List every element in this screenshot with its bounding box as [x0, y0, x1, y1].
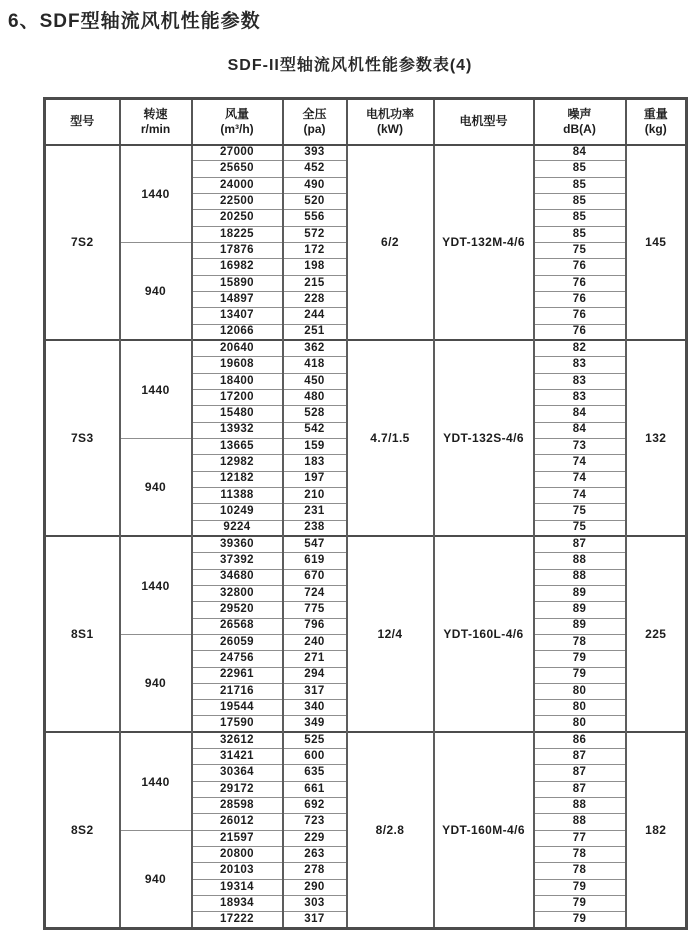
column-header-model [45, 99, 120, 145]
pressure-cell: 450 [283, 373, 347, 389]
power-cell: 8/2.8 [347, 732, 434, 928]
airflow-cell: 18934 [192, 896, 283, 912]
weight-cell: 145 [626, 145, 687, 341]
noise-cell: 83 [534, 373, 626, 389]
noise-cell: 80 [534, 683, 626, 699]
airflow-cell: 32612 [192, 732, 283, 748]
noise-cell: 85 [534, 210, 626, 226]
column-header-pressure [283, 99, 347, 145]
pressure-cell: 197 [283, 471, 347, 487]
noise-cell: 74 [534, 455, 626, 471]
motor-model-cell: YDT-160L-4/6 [434, 536, 534, 732]
table-header-row [45, 99, 687, 145]
column-header-speed [120, 99, 192, 145]
pressure-cell: 547 [283, 536, 347, 552]
noise-cell: 85 [534, 177, 626, 193]
table-row [45, 536, 687, 552]
airflow-cell: 12182 [192, 471, 283, 487]
pressure-cell: 159 [283, 438, 347, 454]
fan-performance-table [43, 97, 688, 930]
airflow-cell: 20250 [192, 210, 283, 226]
speed-cell: 1440 [120, 536, 192, 634]
noise-cell: 76 [534, 291, 626, 307]
header-unit: dB(A) [563, 121, 596, 136]
noise-cell: 82 [534, 340, 626, 356]
noise-cell: 77 [534, 830, 626, 846]
airflow-cell: 21716 [192, 683, 283, 699]
airflow-cell: 22961 [192, 667, 283, 683]
airflow-cell: 21597 [192, 830, 283, 846]
pressure-cell: 228 [283, 291, 347, 307]
noise-cell: 79 [534, 879, 626, 895]
airflow-cell: 24756 [192, 651, 283, 667]
airflow-cell: 37392 [192, 553, 283, 569]
pressure-cell: 263 [283, 847, 347, 863]
speed-cell: 1440 [120, 145, 192, 243]
model-cell: 7S2 [45, 145, 120, 341]
airflow-cell: 19608 [192, 357, 283, 373]
speed-cell: 940 [120, 830, 192, 928]
pressure-cell: 572 [283, 226, 347, 242]
noise-cell: 78 [534, 634, 626, 650]
airflow-cell: 26012 [192, 814, 283, 830]
motor-model-cell: YDT-132S-4/6 [434, 340, 534, 536]
airflow-cell: 20640 [192, 340, 283, 356]
speed-cell: 940 [120, 242, 192, 340]
airflow-cell: 26059 [192, 634, 283, 650]
pressure-cell: 238 [283, 520, 347, 536]
column-header-weight [626, 99, 687, 145]
noise-cell: 88 [534, 798, 626, 814]
pressure-cell: 775 [283, 602, 347, 618]
pressure-cell: 229 [283, 830, 347, 846]
power-cell: 6/2 [347, 145, 434, 341]
airflow-cell: 17200 [192, 389, 283, 405]
noise-cell: 83 [534, 389, 626, 405]
header-label: 电机功率 [365, 106, 414, 121]
airflow-cell: 15890 [192, 275, 283, 291]
noise-cell: 87 [534, 536, 626, 552]
noise-cell: 86 [534, 732, 626, 748]
noise-cell: 76 [534, 324, 626, 340]
noise-cell: 85 [534, 226, 626, 242]
pressure-cell: 520 [283, 193, 347, 209]
header-label: 转速 [143, 106, 168, 121]
pressure-cell: 692 [283, 798, 347, 814]
airflow-cell: 17590 [192, 716, 283, 732]
airflow-cell: 12066 [192, 324, 283, 340]
header-unit: r/min [140, 121, 171, 136]
noise-cell: 83 [534, 357, 626, 373]
airflow-cell: 18225 [192, 226, 283, 242]
pressure-cell: 600 [283, 749, 347, 765]
airflow-cell: 16982 [192, 259, 283, 275]
table-row [45, 732, 687, 748]
airflow-cell: 13932 [192, 422, 283, 438]
weight-cell: 225 [626, 536, 687, 732]
airflow-cell: 27000 [192, 145, 283, 161]
noise-cell: 85 [534, 193, 626, 209]
model-cell: 7S3 [45, 340, 120, 536]
noise-cell: 87 [534, 749, 626, 765]
airflow-cell: 32800 [192, 585, 283, 601]
speed-cell: 940 [120, 438, 192, 536]
airflow-cell: 14897 [192, 291, 283, 307]
header-label: 重量 [643, 106, 668, 121]
pressure-cell: 525 [283, 732, 347, 748]
table-row [45, 340, 687, 356]
pressure-cell: 244 [283, 308, 347, 324]
airflow-cell: 15480 [192, 406, 283, 422]
noise-cell: 89 [534, 602, 626, 618]
airflow-cell: 19544 [192, 700, 283, 716]
noise-cell: 84 [534, 406, 626, 422]
pressure-cell: 619 [283, 553, 347, 569]
noise-cell: 78 [534, 847, 626, 863]
airflow-cell: 29172 [192, 781, 283, 797]
pressure-cell: 317 [283, 912, 347, 928]
noise-cell: 80 [534, 700, 626, 716]
pressure-cell: 278 [283, 863, 347, 879]
table-title: SDF-II型轴流风机性能参数表(4) [227, 57, 473, 74]
pressure-cell: 271 [283, 651, 347, 667]
pressure-cell: 362 [283, 340, 347, 356]
noise-cell: 76 [534, 308, 626, 324]
airflow-cell: 13407 [192, 308, 283, 324]
pressure-cell: 480 [283, 389, 347, 405]
pressure-cell: 183 [283, 455, 347, 471]
noise-cell: 88 [534, 553, 626, 569]
noise-cell: 85 [534, 161, 626, 177]
speed-cell: 940 [120, 634, 192, 732]
column-header-airflow [192, 99, 283, 145]
noise-cell: 79 [534, 651, 626, 667]
noise-cell: 89 [534, 585, 626, 601]
pressure-cell: 349 [283, 716, 347, 732]
table-body [45, 145, 687, 929]
noise-cell: 87 [534, 781, 626, 797]
airflow-cell: 28598 [192, 798, 283, 814]
airflow-cell: 30364 [192, 765, 283, 781]
airflow-cell: 34680 [192, 569, 283, 585]
header-label: 全压 [302, 106, 327, 121]
airflow-cell: 18400 [192, 373, 283, 389]
noise-cell: 89 [534, 618, 626, 634]
pressure-cell: 340 [283, 700, 347, 716]
noise-cell: 80 [534, 716, 626, 732]
airflow-cell: 17876 [192, 242, 283, 258]
pressure-cell: 635 [283, 765, 347, 781]
noise-cell: 73 [534, 438, 626, 454]
pressure-cell: 303 [283, 896, 347, 912]
pressure-cell: 172 [283, 242, 347, 258]
airflow-cell: 17222 [192, 912, 283, 928]
header-unit: (kW) [377, 121, 403, 136]
airflow-cell: 11388 [192, 487, 283, 503]
column-header-motor-model [434, 99, 534, 145]
power-cell: 4.7/1.5 [347, 340, 434, 536]
airflow-cell: 19314 [192, 879, 283, 895]
airflow-cell: 24000 [192, 177, 283, 193]
noise-cell: 75 [534, 504, 626, 520]
noise-cell: 75 [534, 520, 626, 536]
header-label: 风量 [224, 106, 249, 121]
airflow-cell: 25650 [192, 161, 283, 177]
noise-cell: 79 [534, 912, 626, 928]
pressure-cell: 452 [283, 161, 347, 177]
pressure-cell: 240 [283, 634, 347, 650]
power-cell: 12/4 [347, 536, 434, 732]
motor-model-cell: YDT-132M-4/6 [434, 145, 534, 341]
header-label: 噪声 [567, 106, 592, 121]
pressure-cell: 661 [283, 781, 347, 797]
noise-cell: 87 [534, 765, 626, 781]
airflow-cell: 39360 [192, 536, 283, 552]
pressure-cell: 556 [283, 210, 347, 226]
pressure-cell: 796 [283, 618, 347, 634]
noise-cell: 84 [534, 422, 626, 438]
noise-cell: 74 [534, 487, 626, 503]
header-unit: (pa) [303, 121, 326, 136]
noise-cell: 78 [534, 863, 626, 879]
motor-model-cell: YDT-160M-4/6 [434, 732, 534, 928]
speed-cell: 1440 [120, 732, 192, 830]
pressure-cell: 724 [283, 585, 347, 601]
pressure-cell: 490 [283, 177, 347, 193]
airflow-cell: 26568 [192, 618, 283, 634]
pressure-cell: 528 [283, 406, 347, 422]
noise-cell: 79 [534, 896, 626, 912]
noise-cell: 88 [534, 569, 626, 585]
airflow-cell: 9224 [192, 520, 283, 536]
pressure-cell: 198 [283, 259, 347, 275]
noise-cell: 84 [534, 145, 626, 161]
pressure-cell: 294 [283, 667, 347, 683]
pressure-cell: 231 [283, 504, 347, 520]
pressure-cell: 210 [283, 487, 347, 503]
pressure-cell: 670 [283, 569, 347, 585]
noise-cell: 75 [534, 242, 626, 258]
noise-cell: 74 [534, 471, 626, 487]
column-header-power [347, 99, 434, 145]
noise-cell: 88 [534, 814, 626, 830]
airflow-cell: 31421 [192, 749, 283, 765]
noise-cell: 79 [534, 667, 626, 683]
speed-cell: 1440 [120, 340, 192, 438]
pressure-cell: 723 [283, 814, 347, 830]
header-unit: (kg) [644, 121, 667, 136]
header-label: 型号 [70, 114, 95, 129]
noise-cell: 76 [534, 275, 626, 291]
pressure-cell: 393 [283, 145, 347, 161]
pressure-cell: 290 [283, 879, 347, 895]
airflow-cell: 29520 [192, 602, 283, 618]
pressure-cell: 317 [283, 683, 347, 699]
airflow-cell: 13665 [192, 438, 283, 454]
weight-cell: 182 [626, 732, 687, 928]
column-header-noise [534, 99, 626, 145]
weight-cell: 132 [626, 340, 687, 536]
header-unit: (m³/h) [220, 121, 254, 136]
airflow-cell: 12982 [192, 455, 283, 471]
pressure-cell: 418 [283, 357, 347, 373]
pressure-cell: 542 [283, 422, 347, 438]
pressure-cell: 251 [283, 324, 347, 340]
pressure-cell: 215 [283, 275, 347, 291]
airflow-cell: 20103 [192, 863, 283, 879]
model-cell: 8S2 [45, 732, 120, 928]
airflow-cell: 20800 [192, 847, 283, 863]
page-heading: 6、SDF型轴流风机性能参数 [8, 11, 261, 32]
model-cell: 8S1 [45, 536, 120, 732]
airflow-cell: 10249 [192, 504, 283, 520]
noise-cell: 76 [534, 259, 626, 275]
header-label: 电机型号 [459, 114, 508, 129]
table-row [45, 145, 687, 161]
airflow-cell: 22500 [192, 193, 283, 209]
